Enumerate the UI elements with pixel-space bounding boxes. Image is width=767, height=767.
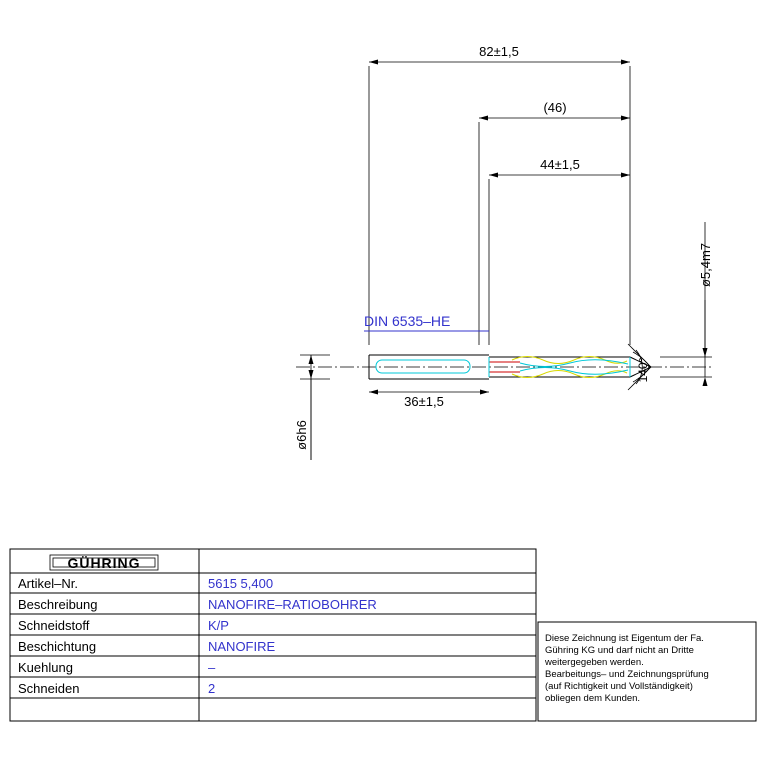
row-value-artikel-nr: 5615 5,400 <box>208 576 274 591</box>
row-value-beschreibung: NANOFIRE–RATIOBOHRER <box>208 597 377 612</box>
row-value-schneidstoff: K/P <box>208 618 229 633</box>
row-label-artikel-nr: Artikel–Nr. <box>18 576 78 591</box>
dimension-flute-length <box>489 157 630 345</box>
dimension-label-flute-plus: (46) <box>543 100 567 115</box>
row-label-schneiden: Schneiden <box>18 681 80 696</box>
legal-note-line: Diese Zeichnung ist Eigentum der Fa. <box>545 633 704 644</box>
dimension-shank-diameter <box>294 355 330 460</box>
row-label-schneidstoff: Schneidstoff <box>18 618 90 633</box>
dimension-overall-length <box>369 44 630 345</box>
row-value-schneiden: 2 <box>208 681 216 696</box>
dimension-label-cutting-diameter: ø5,4m7 <box>698 242 713 288</box>
dimension-label-overall-length: 82±1,5 <box>479 44 519 59</box>
dimension-label-shank-diameter: ø6h6 <box>294 420 309 450</box>
dimension-label-point-angle: 140° <box>636 357 650 383</box>
row-label-beschreibung: Beschreibung <box>18 597 98 612</box>
standard-note-label: DIN 6535–HE <box>364 313 451 329</box>
dimension-cutting-diameter <box>660 222 713 386</box>
legal-note-line: Bearbeitungs– und Zeichnungsprüfung <box>545 669 709 680</box>
company-logo-text: GÜHRING <box>67 555 141 571</box>
dimension-label-flute-length: 44±1,5 <box>540 157 580 172</box>
row-value-beschichtung: NANOFIRE <box>208 639 276 654</box>
standard-note <box>364 313 489 331</box>
row-label-beschichtung: Beschichtung <box>18 639 97 654</box>
title-block <box>10 549 536 721</box>
title-block-row <box>18 639 276 654</box>
company-logo <box>50 555 158 571</box>
row-label-kuehlung: Kuehlung <box>18 660 73 675</box>
legal-note-line: obliegen dem Kunden. <box>545 693 641 704</box>
title-block-row <box>18 576 273 591</box>
row-value-kuehlung: – <box>208 660 216 675</box>
dimension-label-shank-length: 36±1,5 <box>404 394 444 409</box>
legal-note-line: Gühring KG und darf nicht an Dritte <box>545 645 694 656</box>
legal-note-line: (auf Richtigkeit und Vollständigkeit) <box>545 681 693 692</box>
title-block-row <box>18 618 229 633</box>
title-block-row <box>18 660 216 675</box>
dimension-shank-length <box>369 390 489 410</box>
title-block-row <box>18 597 377 612</box>
legal-note-line: weitergegeben werden. <box>545 657 644 668</box>
legal-note-box <box>538 622 756 721</box>
title-block-row <box>18 681 215 696</box>
dimension-flute-plus <box>479 100 630 345</box>
